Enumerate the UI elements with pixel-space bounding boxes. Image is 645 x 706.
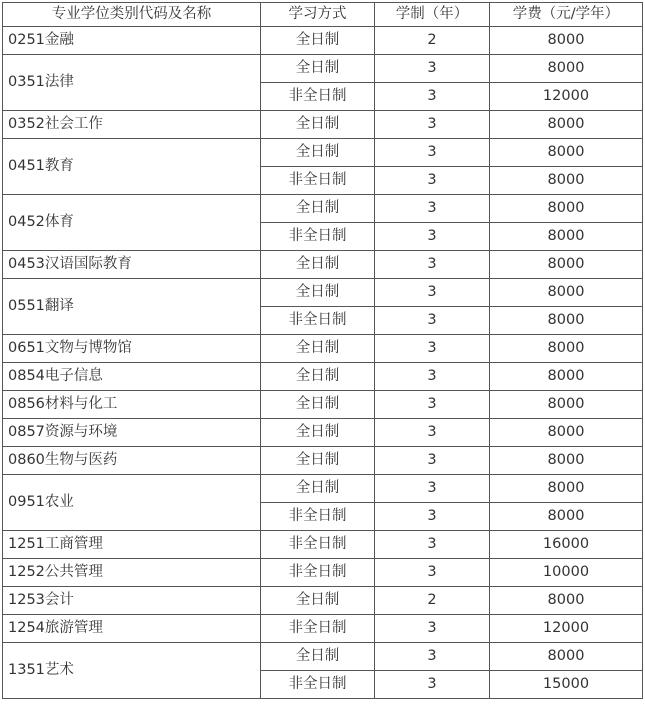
duration-cell: 3	[375, 55, 490, 83]
study-mode-cell: 全日制	[261, 363, 375, 391]
duration-cell: 3	[375, 139, 490, 167]
table-row	[3, 111, 643, 139]
duration-cell: 3	[375, 363, 490, 391]
program-name-cell: 0860生物与医药	[3, 447, 261, 475]
header-row	[3, 3, 643, 27]
tuition-cell: 8000	[490, 363, 643, 391]
program-name-cell: 0453汉语国际教育	[3, 251, 261, 279]
table-row	[3, 447, 643, 475]
tuition-cell: 8000	[490, 223, 643, 251]
duration-cell: 3	[375, 167, 490, 195]
tuition-cell: 8000	[490, 475, 643, 503]
tuition-table	[2, 2, 643, 699]
program-name-cell: 0351法律	[3, 55, 261, 111]
study-mode-cell: 非全日制	[261, 503, 375, 531]
duration-cell: 3	[375, 83, 490, 111]
tuition-cell: 8000	[490, 587, 643, 615]
table-row	[3, 251, 643, 279]
study-mode-cell: 全日制	[261, 447, 375, 475]
tuition-cell: 8000	[490, 307, 643, 335]
program-name-cell: 0951农业	[3, 475, 261, 531]
header-tuition: 学费（元/学年）	[490, 3, 643, 27]
duration-cell: 3	[375, 559, 490, 587]
table-row	[3, 419, 643, 447]
header-duration: 学制（年）	[375, 3, 490, 27]
duration-cell: 3	[375, 195, 490, 223]
table-row	[3, 391, 643, 419]
study-mode-cell: 非全日制	[261, 559, 375, 587]
table-row	[3, 615, 643, 643]
program-name-cell: 0452体育	[3, 195, 261, 251]
header-study-mode: 学习方式	[261, 3, 375, 27]
study-mode-cell: 非全日制	[261, 671, 375, 699]
duration-cell: 3	[375, 447, 490, 475]
tuition-cell: 10000	[490, 559, 643, 587]
program-name-cell: 1254旅游管理	[3, 615, 261, 643]
program-name-cell: 0857资源与环境	[3, 419, 261, 447]
study-mode-cell: 全日制	[261, 279, 375, 307]
duration-cell: 3	[375, 671, 490, 699]
study-mode-cell: 全日制	[261, 475, 375, 503]
program-name-cell: 1253会计	[3, 587, 261, 615]
program-name-cell: 0352社会工作	[3, 111, 261, 139]
study-mode-cell: 非全日制	[261, 83, 375, 111]
study-mode-cell: 非全日制	[261, 307, 375, 335]
duration-cell: 2	[375, 27, 490, 55]
study-mode-cell: 全日制	[261, 27, 375, 55]
duration-cell: 3	[375, 531, 490, 559]
table-row	[3, 195, 643, 223]
tuition-cell: 8000	[490, 251, 643, 279]
duration-cell: 3	[375, 391, 490, 419]
study-mode-cell: 非全日制	[261, 223, 375, 251]
tuition-cell: 8000	[490, 643, 643, 671]
table-row	[3, 139, 643, 167]
duration-cell: 3	[375, 307, 490, 335]
study-mode-cell: 全日制	[261, 251, 375, 279]
study-mode-cell: 全日制	[261, 643, 375, 671]
tuition-cell: 8000	[490, 195, 643, 223]
table-row	[3, 559, 643, 587]
study-mode-cell: 全日制	[261, 391, 375, 419]
duration-cell: 3	[375, 335, 490, 363]
duration-cell: 3	[375, 223, 490, 251]
duration-cell: 3	[375, 503, 490, 531]
table-row	[3, 55, 643, 83]
duration-cell: 3	[375, 419, 490, 447]
study-mode-cell: 非全日制	[261, 531, 375, 559]
table-row	[3, 27, 643, 55]
program-name-cell: 0651文物与博物馆	[3, 335, 261, 363]
study-mode-cell: 全日制	[261, 139, 375, 167]
program-name-cell: 1251工商管理	[3, 531, 261, 559]
program-name-cell: 0551翻译	[3, 279, 261, 335]
duration-cell: 3	[375, 475, 490, 503]
duration-cell: 3	[375, 111, 490, 139]
program-name-cell: 0451教育	[3, 139, 261, 195]
tuition-cell: 8000	[490, 111, 643, 139]
tuition-cell: 8000	[490, 447, 643, 475]
duration-cell: 2	[375, 587, 490, 615]
table-row	[3, 531, 643, 559]
table-row	[3, 587, 643, 615]
study-mode-cell: 全日制	[261, 335, 375, 363]
study-mode-cell: 全日制	[261, 55, 375, 83]
duration-cell: 3	[375, 279, 490, 307]
duration-cell: 3	[375, 251, 490, 279]
tuition-cell: 8000	[490, 139, 643, 167]
header-program: 专业学位类别代码及名称	[3, 3, 261, 27]
study-mode-cell: 非全日制	[261, 167, 375, 195]
tuition-cell: 8000	[490, 335, 643, 363]
duration-cell: 3	[375, 615, 490, 643]
tuition-cell: 8000	[490, 55, 643, 83]
program-name-cell: 1252公共管理	[3, 559, 261, 587]
study-mode-cell: 全日制	[261, 419, 375, 447]
table-row	[3, 279, 643, 307]
tuition-cell: 12000	[490, 615, 643, 643]
table-row	[3, 363, 643, 391]
program-name-cell: 1351艺术	[3, 643, 261, 699]
tuition-cell: 15000	[490, 671, 643, 699]
study-mode-cell: 非全日制	[261, 615, 375, 643]
table-row	[3, 643, 643, 671]
tuition-cell: 8000	[490, 279, 643, 307]
program-name-cell: 0251金融	[3, 27, 261, 55]
study-mode-cell: 全日制	[261, 587, 375, 615]
duration-cell: 3	[375, 643, 490, 671]
program-name-cell: 0856材料与化工	[3, 391, 261, 419]
table-row	[3, 475, 643, 503]
tuition-cell: 8000	[490, 167, 643, 195]
study-mode-cell: 全日制	[261, 195, 375, 223]
program-name-cell: 0854电子信息	[3, 363, 261, 391]
tuition-cell: 12000	[490, 83, 643, 111]
study-mode-cell: 全日制	[261, 111, 375, 139]
tuition-cell: 8000	[490, 503, 643, 531]
tuition-cell: 8000	[490, 27, 643, 55]
tuition-cell: 16000	[490, 531, 643, 559]
table-row	[3, 335, 643, 363]
tuition-cell: 8000	[490, 419, 643, 447]
tuition-cell: 8000	[490, 391, 643, 419]
table-body	[3, 27, 643, 699]
